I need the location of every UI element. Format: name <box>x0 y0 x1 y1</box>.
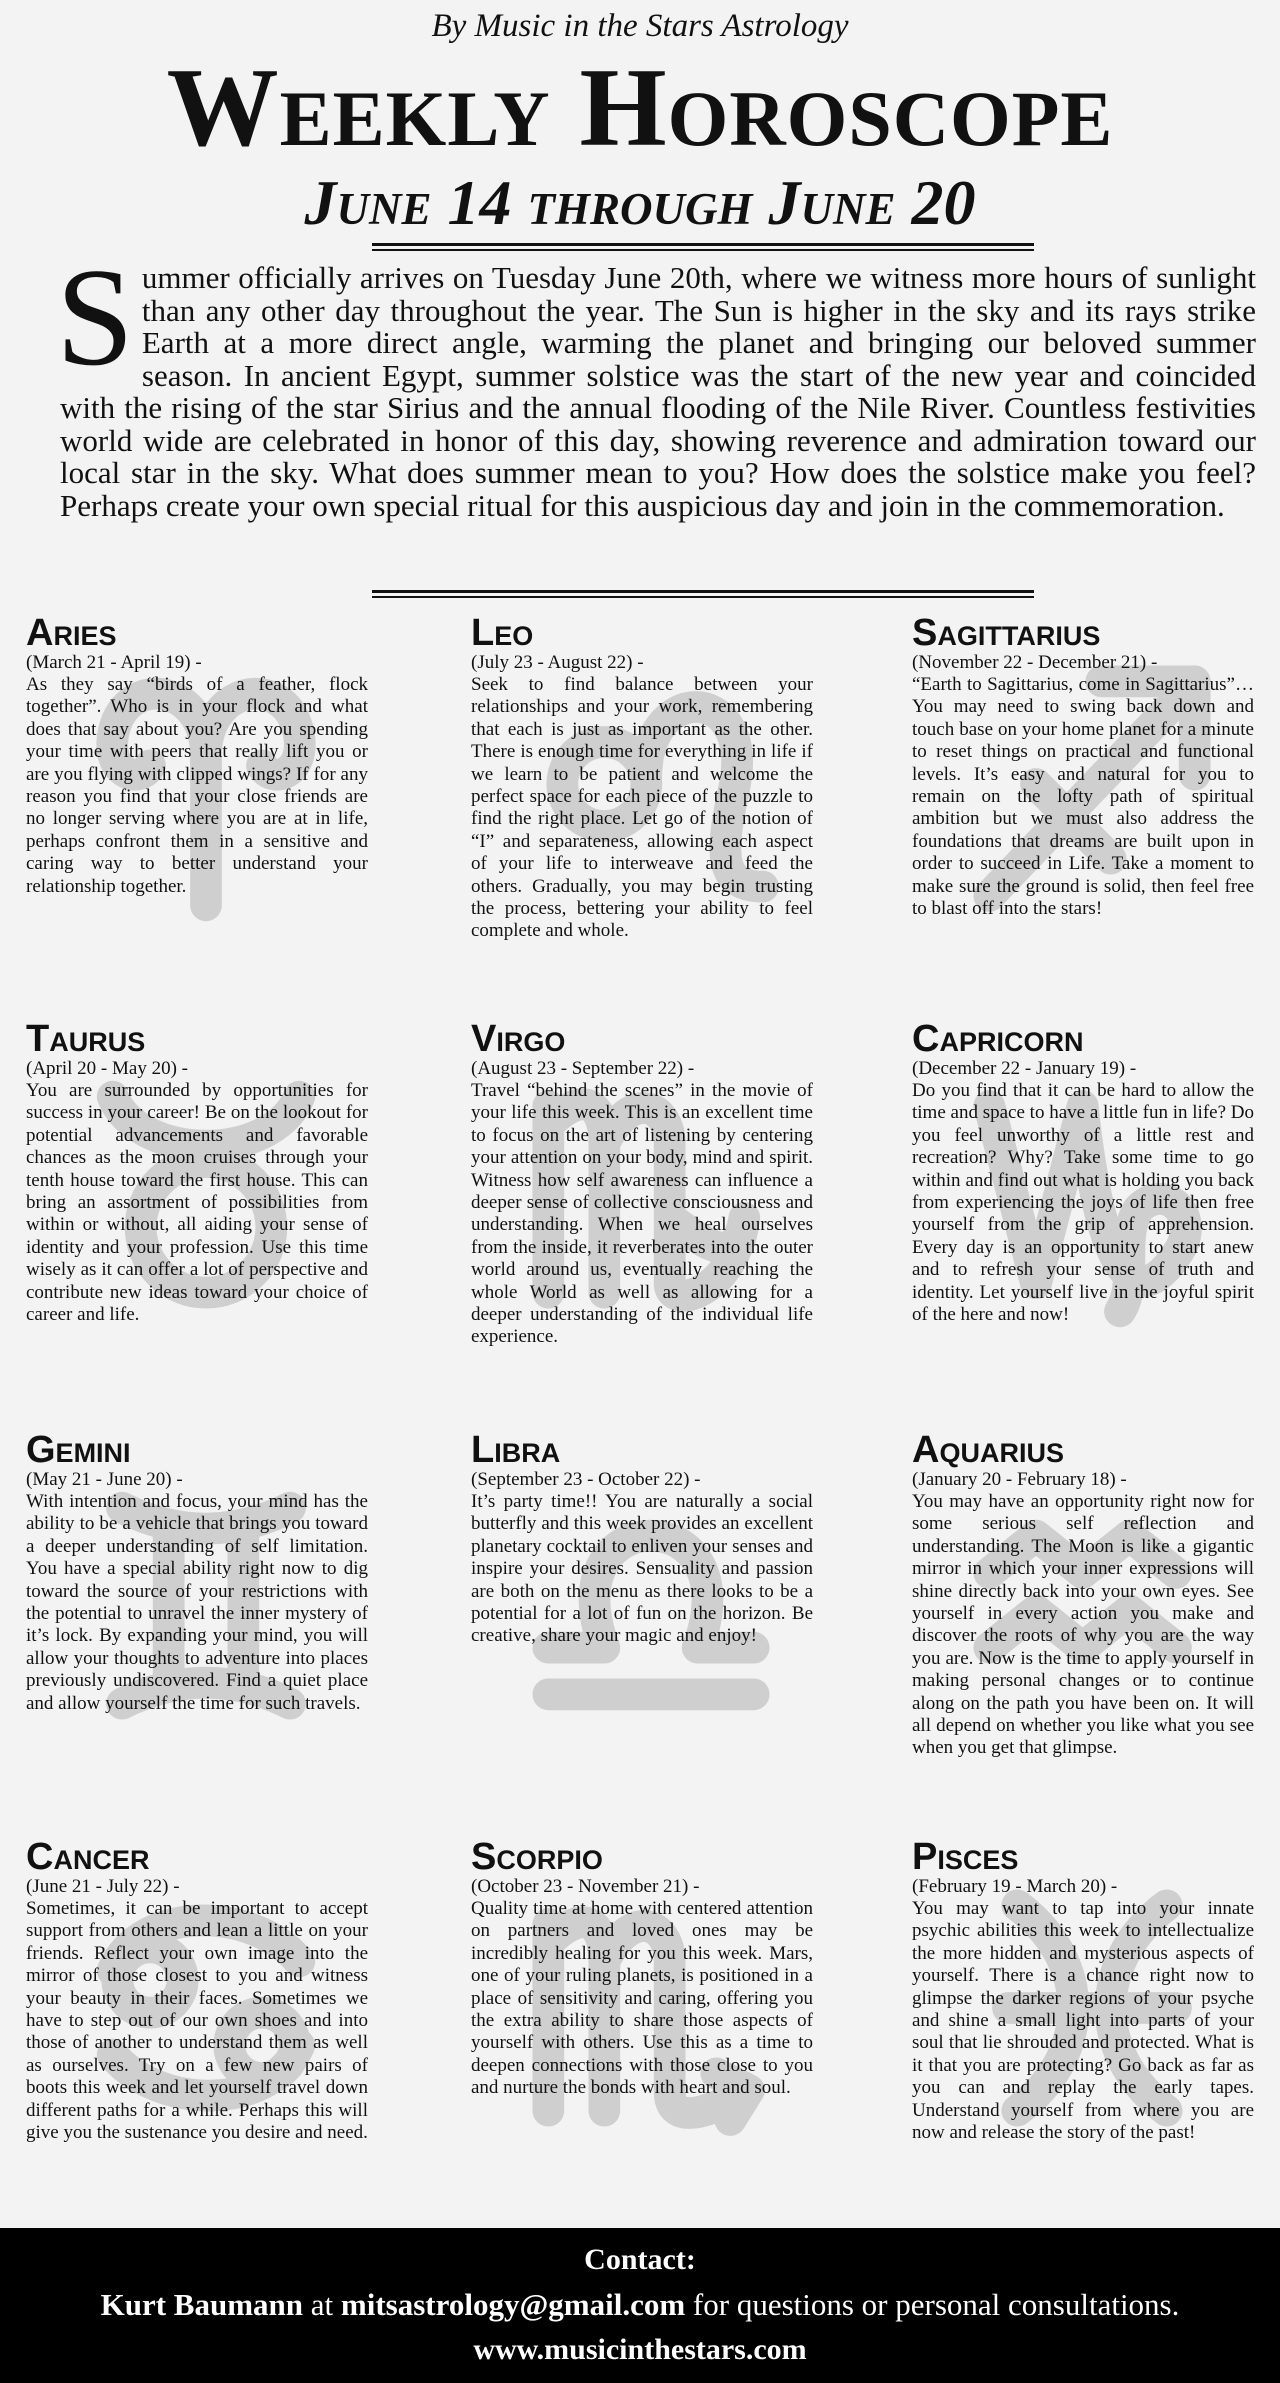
sign-reading: With intention and focus, your mind has the ability to be a vehicle that brings you toward a deeper understanding of self limitation. You have a special ability right now to dig toward the source of your restrictions with the potential to unravel the inner mystery of it’s lock. By expanding your mind, you will allow your thoughts to adventure into places previously undiscovered. Find a quiet place and allow yourself the time for such travels. <box>26 1491 368 1714</box>
contact-line <box>0 2286 1280 2324</box>
sign-dates: (November 22 - December 21) - <box>912 652 1158 673</box>
sign-dates: (October 23 - November 21) - <box>471 1876 700 1897</box>
sign-dates: (January 20 - February 18) - <box>912 1469 1127 1490</box>
sign-name: Gemini <box>26 1429 131 1471</box>
sign-name: Virgo <box>471 1018 566 1060</box>
divider-top <box>372 243 1034 251</box>
contact-name: Kurt Baumann <box>100 2287 304 2322</box>
sign-dates: (April 20 - May 20) - <box>26 1058 188 1079</box>
drop-cap: S <box>56 240 134 395</box>
contact-footer <box>0 2228 1280 2383</box>
website-link[interactable]: www.musicinthestars.com <box>473 2333 807 2366</box>
contact-at: at <box>303 2287 341 2322</box>
sign-reading: Quality time at home with centered attention on partners and loved ones may be incredibly healing for you this week. Mars, one of your ruling planets, is positioned in a place of sensitivity and caring, offering you the extra ability to share those aspects of yourself with others. Use this as a time to deepen connections with those close to you and nurture the bonds with heart and soul. <box>471 1898 813 2099</box>
sign-reading: As they say “birds of a feather, flock together”. Who is in your flock and what does that say about you? Are you spending your time with peers that really lift you or are you flying with clipped wings? If for any reason you find that your close friends are no longer serving where you are at in life, perhaps confront them in a sensitive and caring way to better understand your relationship together. <box>26 674 368 897</box>
sign-dates: (August 23 - September 22) - <box>471 1058 695 1079</box>
byline: By Music in the Stars Astrology <box>431 8 849 44</box>
sign-reading: You may want to tap into your innate psychic abilities this week to intellectualize the more hidden and mysterious aspects of yourself. There is a chance right now to glimpse the darker regions of your psyche and shine a small light into parts of your soul that lie shrouded and protected. What is it that you are protecting? Go back as far as you can and replay the early tapes. Understand yourself from where you are now and release the story of the past! <box>912 1898 1254 2144</box>
sign-name: Sagittarius <box>912 612 1101 654</box>
divider-bottom <box>372 590 1034 598</box>
sign-name: Libra <box>471 1429 561 1471</box>
page-title: Weekly Horoscope <box>166 46 1114 170</box>
sign-pisces <box>912 1838 1254 2144</box>
sign-aries <box>26 614 368 898</box>
sign-taurus <box>26 1020 368 1326</box>
sign-sagittarius <box>912 614 1254 920</box>
sign-reading: Sometimes, it can be important to accept support from others and lean a little on your friends. Reflect your own image into the mirror of those closest to you and witness your beauty in their faces. Sometimes we have to step out of our own shoes and into those of another to understand them as well as ourselves. Try on a few new pairs of boots this week and let yourself travel down different paths for a while. Perhaps this will give you the sustenance you desire and need. <box>26 1898 368 2144</box>
sign-name: Cancer <box>26 1836 150 1878</box>
sign-dates: (December 22 - January 19) - <box>912 1058 1137 1079</box>
sign-gemini <box>26 1431 368 1715</box>
sign-name: Taurus <box>26 1018 146 1060</box>
date-range-subtitle: June 14 through June 20 <box>304 167 976 238</box>
sign-aquarius <box>912 1431 1254 1760</box>
intro-text: ummer officially arrives on Tuesday June 20th, where we witness more hours of sunlight than any other day throughout the year. The Sun is higher in the sky and its rays strike Earth at a more direct angle, warming the planet and bringing our beloved summer season. In ancient Egypt, summer solstice was the start of the new year and coincided with the rising of the star Sirius and the annual flooding of the Nile River. Countless festivities world wide are celebrated in honor of this day, showing reverence and admiration toward our local star in the sky. What does summer mean to you? How does the solstice make you feel? Perhaps create your own special ritual for this auspicious day and join in the commemoration. <box>60 260 1256 523</box>
sign-dates: (June 21 - July 22) - <box>26 1876 180 1897</box>
sign-reading: Seek to find balance between your relationships and your work, remembering that each is just as important as the other. There is enough time for everything in life if we learn to be patient and welcome the perfect space for each piece of the puzzle to find the right place. Let go of the notion of “I” and separateness, allowing each aspect of your life to interweave and feed the others. Gradually, you may begin trusting the process, bettering your ability to feel complete and whole. <box>471 674 813 942</box>
sign-name: Capricorn <box>912 1018 1084 1060</box>
sign-reading: You are surrounded by opportunities for success in your career! Be on the lookout for potential advancements and favorable chances as the moon cruises through your tenth house toward the first house. This can bring an assortment of possibilities from within or without, all aiding your sense of identity and your profession. Use this time wisely as it can offer a lot of perspective and contribute new ideas toward your choice of career and life. <box>26 1080 368 1326</box>
sign-name: Aries <box>26 612 117 654</box>
sign-name: Pisces <box>912 1836 1019 1878</box>
sign-dates: (May 21 - June 20) - <box>26 1469 183 1490</box>
sign-name: Leo <box>471 612 534 654</box>
sign-reading: Travel “behind the scenes” in the movie of your life this week. This is an excellent time to focus on the art of listening by centering your attention on your body, mind and spirit. Witness how self awareness can influence a deeper sense of collective consciousness and understanding. When we heal ourselves from the inside, it reverberates into the outer world around us, eventually reaching the whole World as well as allowing for a deeper understanding of the individual life experience. <box>471 1080 813 1348</box>
contact-email-link[interactable]: mitsastrology@gmail.com <box>340 2287 686 2322</box>
contact-heading: Contact: <box>584 2243 696 2276</box>
contact-suffix: for questions or personal consultations. <box>685 2287 1180 2322</box>
sign-leo <box>471 614 813 943</box>
sign-reading: It’s party time!! You are naturally a social butterfly and this week provides an excellent planetary cocktail to enliven your senses and inspire your desires. Sensuality and passion are both on the menu as there looks to be a potential for a lot of fun on the horizon. Be creative, share your magic and enjoy! <box>471 1491 813 1647</box>
sign-dates: (September 23 - October 22) - <box>471 1469 701 1490</box>
sign-name: Aquarius <box>912 1429 1064 1471</box>
sign-dates: (July 23 - August 22) - <box>471 652 644 673</box>
sign-reading: “Earth to Sagittarius, come in Sagittarius”… You may need to swing back down and touch base on your home planet for a minute to reset things on practical and functional levels. It’s easy and natural for you to remain on the lofty path of spiritual ambition but we must also address the foundations that dreams are built upon in order to succeed in Life. Take a moment to make sure the ground is solid, then feel free to blast off into the stars! <box>912 674 1254 920</box>
sign-dates: (March 21 - April 19) - <box>26 652 202 673</box>
sign-name: Scorpio <box>471 1836 603 1878</box>
sign-dates: (February 19 - March 20) - <box>912 1876 1118 1897</box>
sign-reading: You may have an opportunity right now for some serious self reflection and understanding. The Moon is like a gigantic mirror in which your inner expressions will shine directly back into your own eyes. See yourself in every action you make and discover the roots of why you are the way you are. Now is the time to apply yourself in making personal changes or to continue along on the path you have been on. It will all depend on whether you like what you see when you get that glimpse. <box>912 1491 1254 1759</box>
intro-paragraph <box>56 240 1256 523</box>
sign-reading: Do you find that it can be hard to allow the time and space to have a little fun in life? Do you feel unworthy of a little rest and recreation? Why? Take some time to go within and find out what is holding you back from experiencing the joys of life then free yourself from the grip of apprehension. Every day is an opportunity to start anew and to refresh your sense of truth and identity. Let yourself live in the joyful spirit of the here and now! <box>912 1080 1254 1326</box>
sign-libra <box>471 1431 813 1648</box>
sign-cancer <box>26 1838 368 2144</box>
sign-virgo <box>471 1020 813 1349</box>
sign-scorpio <box>471 1838 813 2100</box>
sign-capricorn <box>912 1020 1254 1326</box>
